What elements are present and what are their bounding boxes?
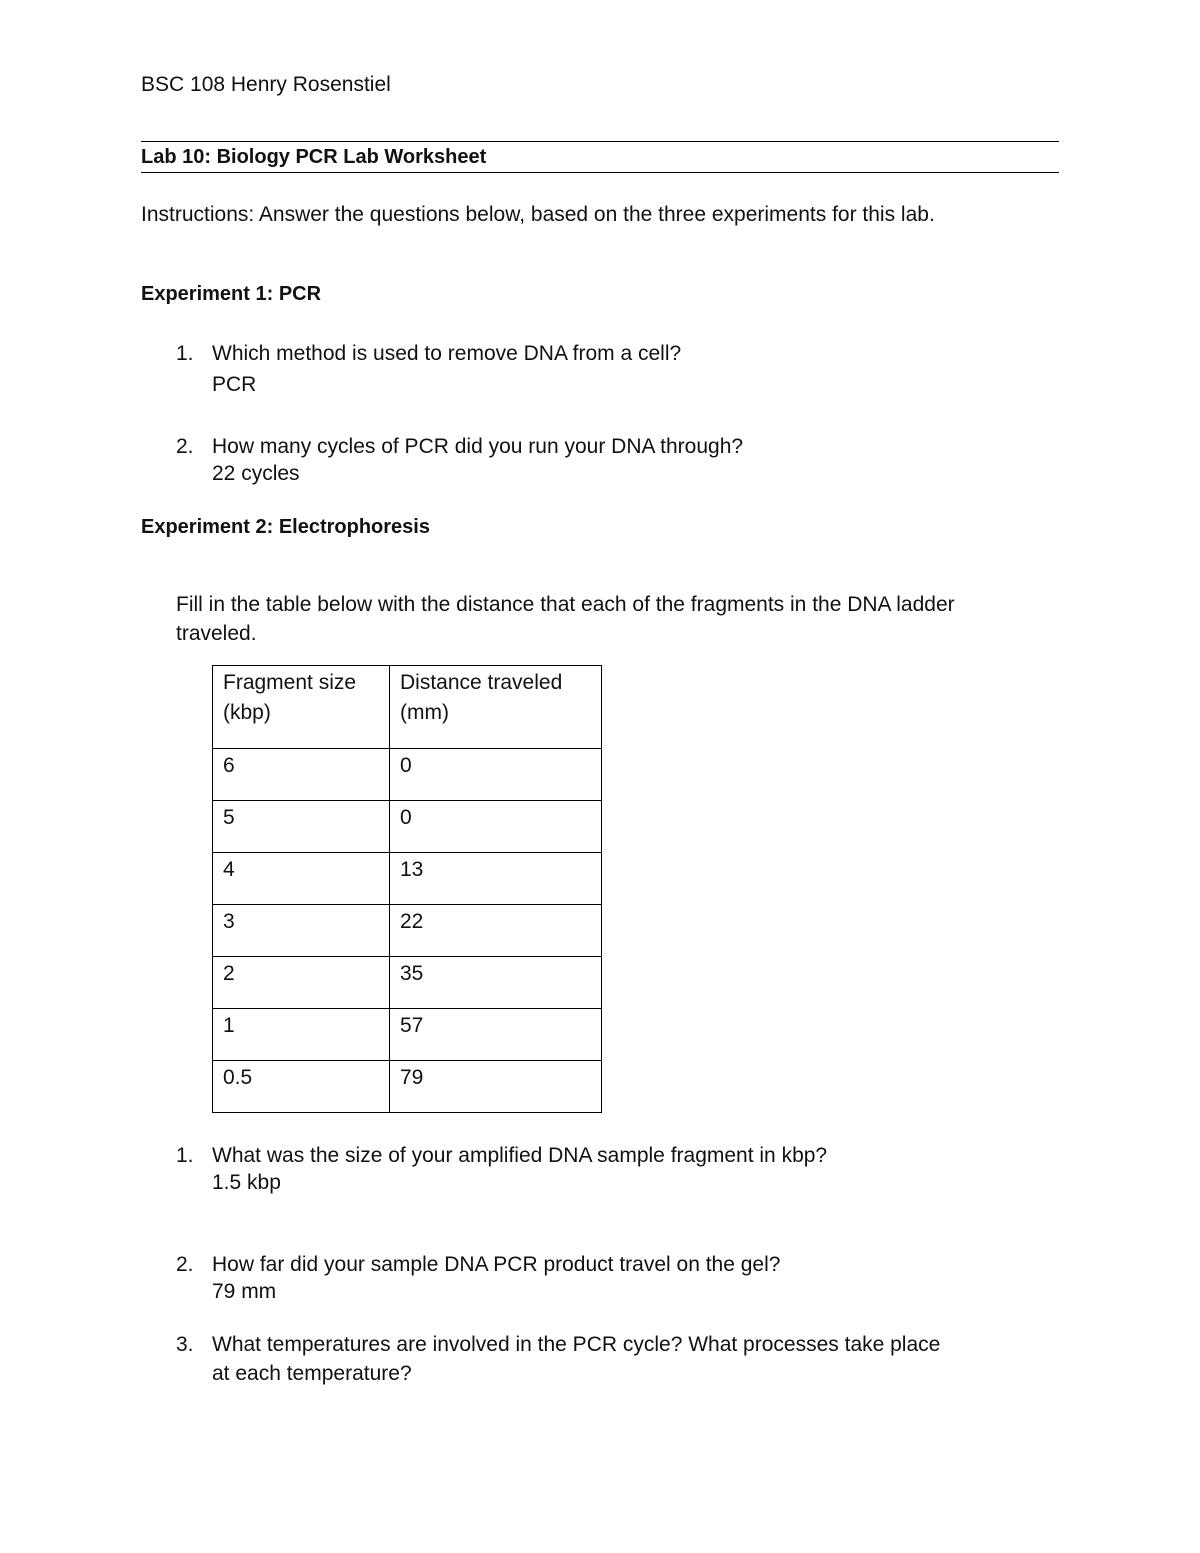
question-number: 1. — [176, 1144, 194, 1167]
answer-text: PCR — [212, 373, 257, 396]
answer-text: 22 cycles — [212, 462, 300, 485]
experiment1-heading: Experiment 1: PCR — [141, 283, 322, 305]
table-header-row — [213, 666, 602, 749]
table-prompt-line2: traveled. — [176, 622, 257, 645]
table-row — [213, 905, 602, 957]
distance-cell: 57 — [390, 1009, 602, 1061]
header-cell-distance — [390, 666, 602, 749]
distance-cell: 0 — [390, 749, 602, 801]
header-cell-fragment-size — [213, 666, 390, 749]
instructions-text: Instructions: Answer the questions below, based on the three experiments for this lab. — [141, 203, 935, 226]
fragment-size-cell: 2 — [213, 957, 390, 1009]
fragment-size-cell: 6 — [213, 749, 390, 801]
table-prompt-line1: Fill in the table below with the distance that each of the fragments in the DNA ladder — [176, 593, 955, 616]
worksheet-title: Lab 10: Biology PCR Lab Worksheet — [141, 146, 487, 168]
distance-cell: 79 — [390, 1061, 602, 1113]
experiment2-heading: Experiment 2: Electrophoresis — [141, 516, 430, 538]
header-unit: (kbp) — [223, 701, 271, 724]
fragment-size-cell: 0.5 — [213, 1061, 390, 1113]
header-unit: (mm) — [400, 701, 449, 724]
answer-text: 79 mm — [212, 1280, 277, 1303]
table-row — [213, 749, 602, 801]
distance-cell: 35 — [390, 957, 602, 1009]
distance-cell: 22 — [390, 905, 602, 957]
fragment-size-cell: 5 — [213, 801, 390, 853]
fragment-size-cell: 1 — [213, 1009, 390, 1061]
header-label: Distance traveled — [400, 671, 563, 694]
answer-text: 1.5 kbp — [212, 1171, 281, 1194]
course-header: BSC 108 Henry Rosenstiel — [141, 73, 391, 96]
fragment-distance-table — [212, 665, 602, 1113]
question-number: 2. — [176, 435, 194, 458]
question-text: How many cycles of PCR did you run your DNA through? — [212, 435, 744, 458]
fragment-size-cell: 4 — [213, 853, 390, 905]
header-label: Fragment size — [223, 671, 357, 694]
question-text: Which method is used to remove DNA from a cell? — [212, 342, 682, 365]
distance-cell: 0 — [390, 801, 602, 853]
question-number: 3. — [176, 1333, 194, 1356]
table-row — [213, 801, 602, 853]
fragment-size-cell: 3 — [213, 905, 390, 957]
table-row — [213, 957, 602, 1009]
question-text: What temperatures are involved in the PCR cycle? What processes take place — [212, 1333, 941, 1356]
question-number: 2. — [176, 1253, 194, 1276]
question-text: How far did your sample DNA PCR product travel on the gel? — [212, 1253, 781, 1276]
question-text: What was the size of your amplified DNA sample fragment in kbp? — [212, 1144, 828, 1167]
question-text-continued: at each temperature? — [212, 1362, 412, 1385]
question-number: 1. — [176, 342, 194, 365]
title-bottom-rule — [141, 172, 1059, 173]
table-row — [213, 853, 602, 905]
table-row — [213, 1009, 602, 1061]
table-row — [213, 1061, 602, 1113]
title-top-rule — [141, 141, 1059, 142]
distance-cell: 13 — [390, 853, 602, 905]
